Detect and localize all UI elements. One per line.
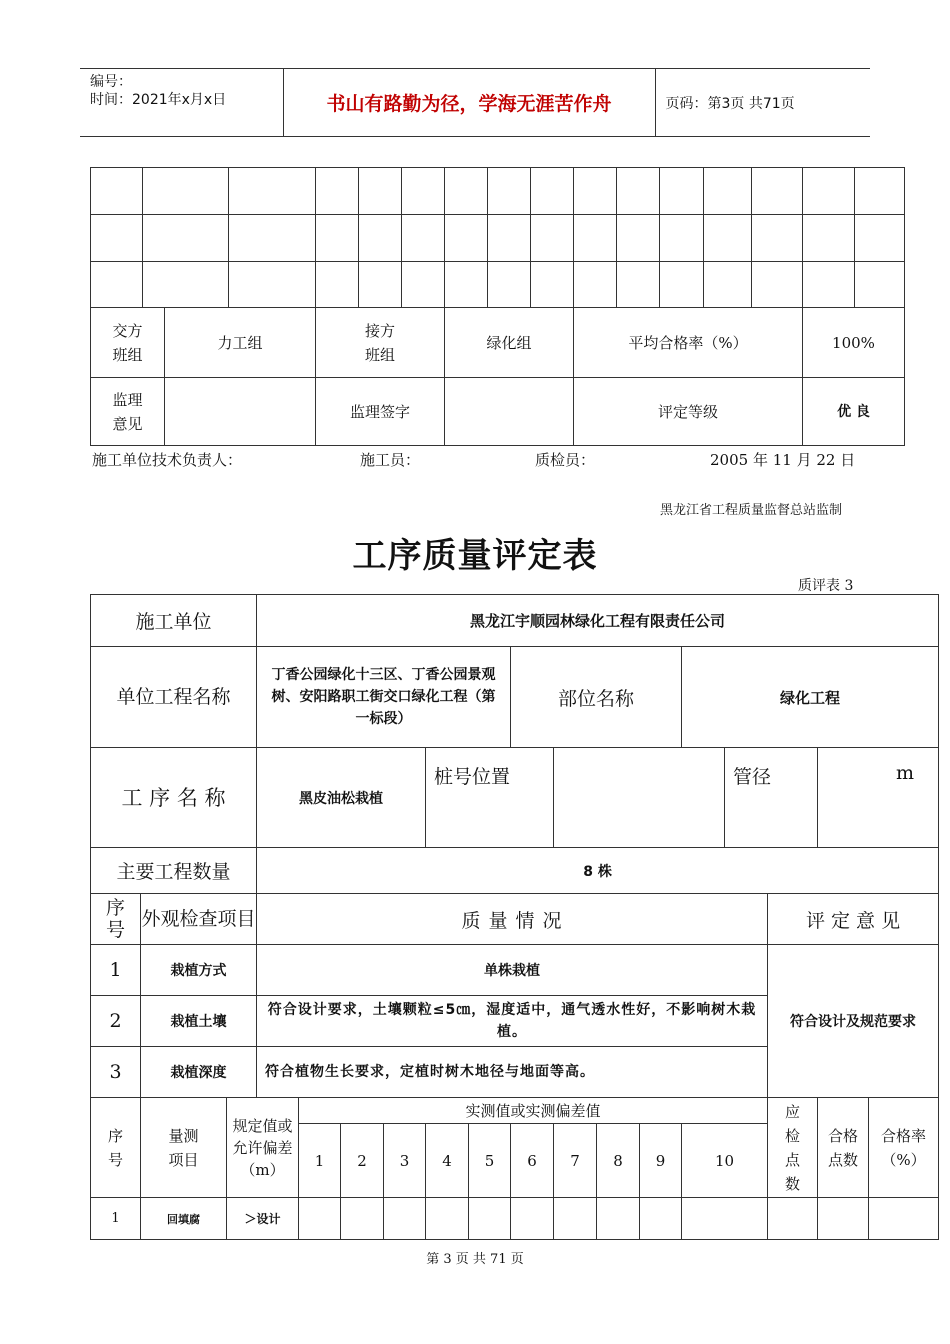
process-value: 黑皮油松栽植: [257, 748, 426, 848]
form-title: 工序质量评定表: [352, 536, 598, 576]
measure-col-5: 5: [469, 1124, 511, 1198]
inspector-label: 质检员：: [535, 451, 596, 469]
measure-spec: ＞设计: [227, 1198, 299, 1240]
worker-label: 施工员：: [360, 451, 421, 469]
quality-label: 质 量 情 况: [257, 894, 768, 945]
issuer: 黑龙江省工程质量监督总站监制: [660, 503, 843, 518]
measure-col-6: 6: [511, 1124, 554, 1198]
measure-pass-points-label: 合格点数: [818, 1098, 869, 1198]
check-no: 1: [91, 945, 141, 996]
number-label: 编号：: [90, 74, 132, 90]
measure-no: 1: [91, 1198, 141, 1240]
quality-form: [90, 594, 939, 1240]
grade-value: 优 良: [803, 378, 905, 446]
measure-item-label: 量测项目: [141, 1098, 227, 1198]
process-label: 工 序 名 称: [91, 748, 257, 848]
supervision-sign-label: 监理签字: [316, 378, 445, 446]
measure-col-2: 2: [341, 1124, 384, 1198]
stake-label: 桩号位置: [426, 748, 554, 848]
opinion-value: 符合设计及规范要求: [768, 945, 939, 1098]
handover-table: [90, 167, 905, 446]
blank-row: [91, 168, 905, 215]
handover-team-label: 交方班组: [91, 308, 165, 378]
check-status: 符合设计要求，土壤颗粒≤5㎝，湿度适中，通气透水性好，不影响树木栽植。: [257, 996, 768, 1047]
seq-label: 序号: [91, 894, 141, 945]
check-row: [91, 945, 939, 996]
measure-points-label: 应检点数: [768, 1098, 818, 1198]
check-status: 单株栽植: [257, 945, 768, 996]
sign-date: 2005 年 11 月 22 日: [710, 451, 856, 469]
measure-row: [91, 1198, 939, 1240]
unit-value: 黑龙江宇顺园林绿化工程有限责任公司: [257, 595, 939, 647]
measure-item: 回填腐: [141, 1198, 227, 1240]
stake-value: [554, 748, 725, 848]
pipe-unit: m: [818, 748, 939, 848]
grade-label: 评定等级: [574, 378, 803, 446]
handover-team-value: 力工组: [165, 308, 316, 378]
part-label: 部位名称: [511, 647, 682, 748]
part-value: 绿化工程: [682, 647, 939, 748]
check-item-label: 外观检查项目: [141, 894, 257, 945]
receive-team-value: 绿化组: [445, 308, 574, 378]
time-label: 时间：2021年x月x日: [90, 92, 227, 108]
check-name: 栽植方式: [141, 945, 257, 996]
form-code: 质评表 3: [798, 578, 854, 594]
check-name: 栽植土壤: [141, 996, 257, 1047]
measure-col-9: 9: [640, 1124, 682, 1198]
supervision-value: [165, 378, 316, 446]
measure-spec-label: 规定值或允许偏差（m）: [227, 1098, 299, 1198]
header-meta: [80, 69, 283, 137]
measure-col-7: 7: [554, 1124, 597, 1198]
project-value: 丁香公园绿化十三区、丁香公园景观树、安阳路职工街交口绿化工程（第一标段）: [257, 647, 511, 748]
page-info: 页码：第3页 共71页: [655, 69, 870, 137]
measure-col-3: 3: [384, 1124, 426, 1198]
receive-team-label: 接方班组: [316, 308, 445, 378]
quantity-value: 8 株: [257, 848, 939, 894]
measure-col-1: 1: [299, 1124, 341, 1198]
pipe-label: 管径: [725, 748, 818, 848]
check-no: 2: [91, 996, 141, 1047]
page-header: [80, 68, 870, 137]
page-footer: 第 3 页 共 71 页: [426, 1252, 524, 1267]
measure-seq-label: 序号: [91, 1098, 141, 1198]
pass-rate-label: 平均合格率（%）: [574, 308, 803, 378]
measure-col-10: 10: [682, 1124, 768, 1198]
measure-col-8: 8: [597, 1124, 640, 1198]
unit-label: 施工单位: [91, 595, 257, 647]
measure-col-4: 4: [426, 1124, 469, 1198]
blank-row: [91, 215, 905, 262]
blank-row: [91, 262, 905, 308]
measure-actual-label: 实测值或实测偏差值: [299, 1098, 768, 1124]
tech-lead-label: 施工单位技术负责人：: [92, 451, 243, 469]
measure-rate-label: 合格率（%）: [869, 1098, 939, 1198]
supervision-sign-value: [445, 378, 574, 446]
check-status: 符合植物生长要求，定植时树木地径与地面等高。: [257, 1047, 768, 1098]
quantity-label: 主要工程数量: [91, 848, 257, 894]
motto: 书山有路勤为径，学海无涯苦作舟: [283, 69, 655, 137]
pass-rate-value: 100%: [803, 308, 905, 378]
supervision-label: 监理意见: [91, 378, 165, 446]
check-name: 栽植深度: [141, 1047, 257, 1098]
project-label: 单位工程名称: [91, 647, 257, 748]
opinion-label: 评 定 意 见: [768, 894, 939, 945]
check-no: 3: [91, 1047, 141, 1098]
